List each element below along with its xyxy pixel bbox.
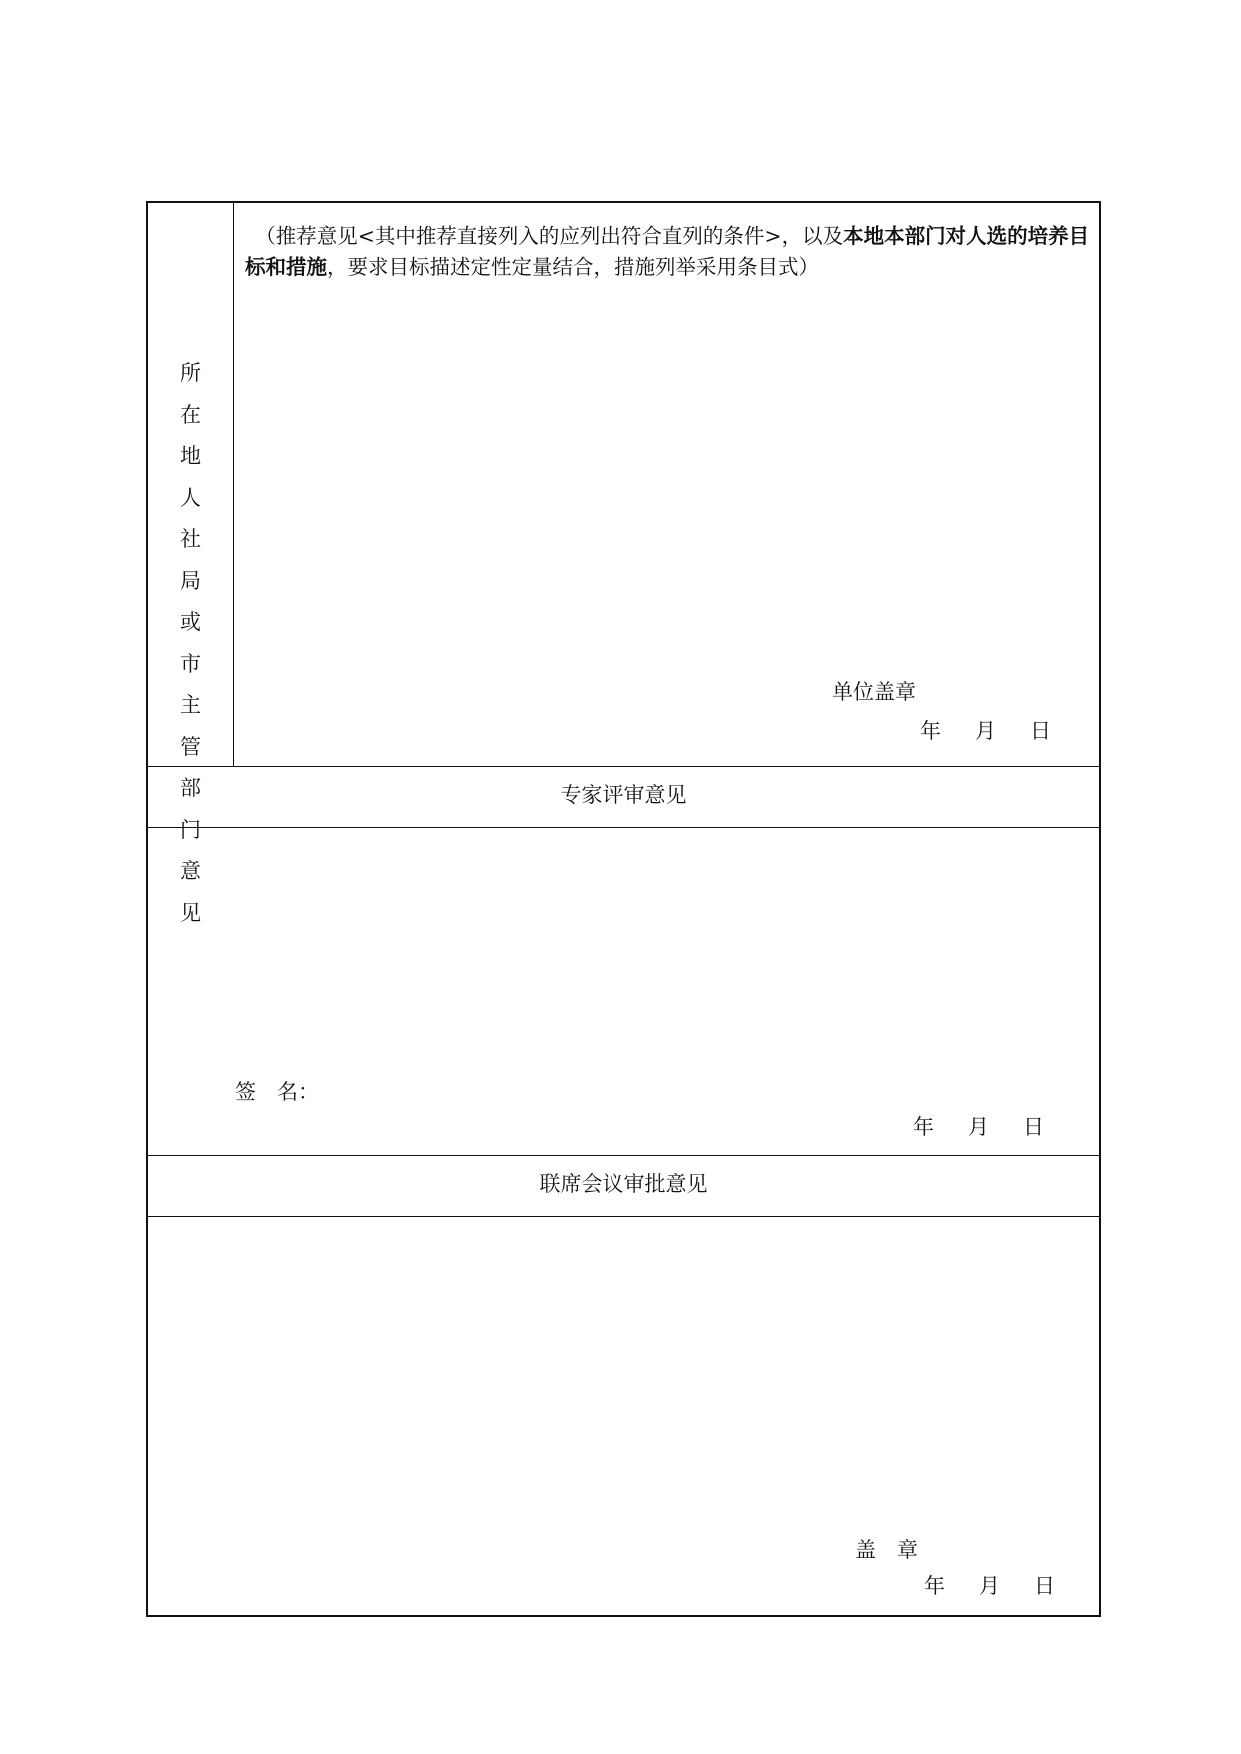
date-year-label: 年 bbox=[920, 719, 941, 743]
instruction-text: （推荐意见<其中推荐直接列入的应列出符合直列的条件>，以及 bbox=[255, 224, 844, 248]
date-day-label: 日 bbox=[1034, 1574, 1055, 1598]
label-line: 所在 bbox=[180, 361, 202, 427]
recommendation-instruction bbox=[245, 221, 1095, 283]
row-divider bbox=[148, 1216, 1099, 1217]
label-line: 主管 bbox=[180, 693, 202, 759]
date-year-label: 年 bbox=[924, 1574, 945, 1598]
instruction-text: ，要求目标描述定性定量结合，措施列举采用条目式） bbox=[327, 255, 819, 279]
instruction-bold-text: 本地本部门对人选的培养目标和措施 bbox=[245, 224, 1090, 279]
label-line: 或市 bbox=[180, 610, 202, 676]
date-month-label: 月 bbox=[979, 1574, 1000, 1598]
row-divider bbox=[148, 1155, 1099, 1156]
signature-label: 签 名： bbox=[235, 1080, 319, 1104]
section1-row-label bbox=[170, 353, 212, 934]
label-line: 社局 bbox=[180, 527, 202, 593]
label-line: 地人 bbox=[180, 444, 202, 510]
unit-seal-label: 单位盖章 bbox=[832, 680, 916, 704]
expert-review-title: 专家评审意见 bbox=[560, 783, 687, 807]
row-divider bbox=[148, 827, 1099, 828]
seal-label: 盖 章 bbox=[855, 1538, 918, 1562]
date-year-label: 年 bbox=[913, 1115, 934, 1139]
date-day-label: 日 bbox=[1023, 1115, 1044, 1139]
row-divider bbox=[148, 766, 1099, 767]
date-day-label: 日 bbox=[1030, 719, 1051, 743]
label-line: 意见 bbox=[180, 859, 202, 925]
date-month-label: 月 bbox=[975, 719, 996, 743]
joint-meeting-approval-title: 联席会议审批意见 bbox=[539, 1172, 708, 1196]
section1-column-divider bbox=[233, 203, 234, 766]
label-line: 部门 bbox=[180, 776, 202, 842]
approval-form-table bbox=[146, 201, 1101, 1617]
date-month-label: 月 bbox=[968, 1115, 989, 1139]
